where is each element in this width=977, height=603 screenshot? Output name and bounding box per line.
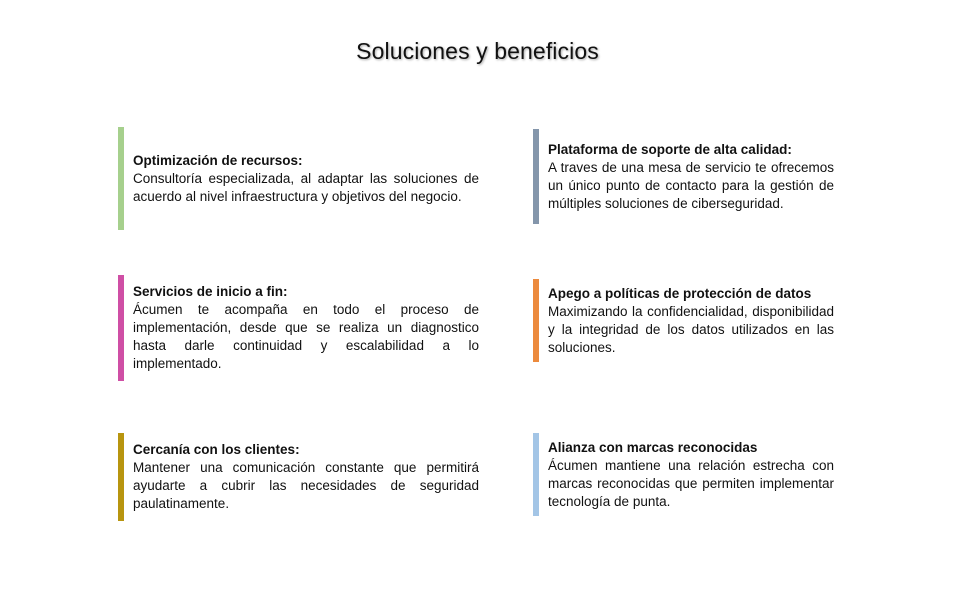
card-text: Ácumen te acompaña en todo el proceso de implementación, desde que se realiza un diagnostico hasta darle continuidad y escalabilidad a lo implementado. [133,302,479,371]
card-title: Apego a políticas de protección de datos [548,285,812,301]
card-text: A traves de una mesa de servicio te ofrecemos un único punto de contacto para la gestión de múltiples soluciones de ciberseguridad. [548,159,834,211]
benefit-card-optimizacion [118,127,479,230]
card-text: Consultoría especializada, al adaptar las soluciones de acuerdo al nivel infraestructura y objetivos del negocio. [133,170,479,204]
benefit-card-plataforma [533,129,834,224]
card-title: Alianza con marcas reconocidas [548,439,758,455]
card-title: Optimización de recursos: [133,152,303,168]
card-text: Mantener una comunicación constante que permitirá ayudarte a cubrir las necesidades de seguridad paulatinamente. [133,460,479,511]
benefit-card-politicas [533,279,834,362]
benefit-card-alianza [533,433,834,516]
card-title: Servicios de inicio a fin: [133,284,288,299]
card-text: Ácumen mantiene una relación estrecha con marcas reconocidas que permiten implementar tecnología de punta. [548,457,834,509]
benefit-card-cercania [118,433,479,521]
page-title: Soluciones y beneficios [356,38,599,64]
card-title: Cercanía con los clientes: [133,442,300,457]
card-title: Plataforma de soporte de alta calidad: [548,141,792,157]
card-text: Maximizando la confidencialidad, disponibilidad y la integridad de los datos utilizados en las soluciones. [548,303,834,355]
benefit-card-servicios [118,275,479,381]
